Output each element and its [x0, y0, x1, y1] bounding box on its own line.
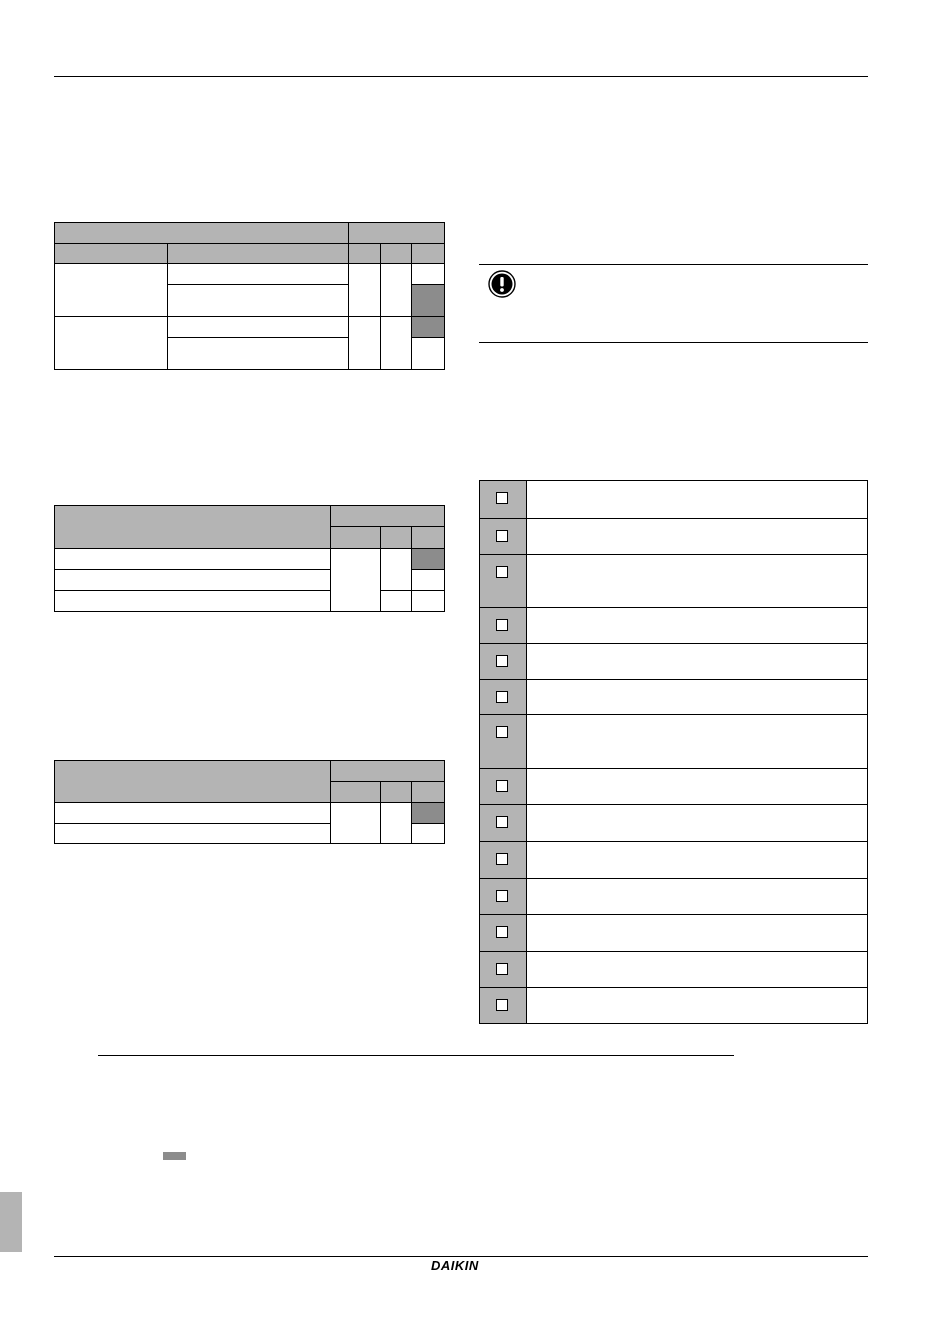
checklist-row [480, 518, 867, 554]
table-2-header-row-1 [55, 506, 445, 527]
table-1-cell [168, 338, 349, 370]
checkbox-icon[interactable] [496, 530, 508, 542]
checkbox-icon[interactable] [496, 853, 508, 865]
footnote-rule [98, 1055, 734, 1056]
checkbox-icon[interactable] [496, 492, 508, 504]
checklist-item-text [527, 715, 867, 768]
checklist-item-text [527, 988, 867, 1023]
checklist [479, 480, 868, 1024]
table-2-header-cell [331, 506, 445, 527]
table-3 [54, 760, 445, 844]
table-1-shaded-cell [412, 285, 445, 317]
table-2-cell [55, 570, 331, 591]
checklist-item-text [527, 481, 867, 518]
notice-box [479, 264, 868, 343]
checklist-item-text [527, 555, 867, 607]
table-3-cell [381, 803, 412, 844]
header-rule [54, 76, 868, 77]
checklist-row [480, 481, 867, 518]
table-row [55, 549, 445, 570]
table-2-header-cell [331, 527, 381, 549]
table-row [55, 317, 445, 338]
table-1-cell [55, 317, 168, 370]
checklist-row [480, 714, 867, 768]
table-1-cell [168, 285, 349, 317]
table-1-cell [412, 264, 445, 285]
table-1-header-cell [349, 223, 445, 244]
table-1 [54, 222, 445, 370]
checkbox-icon[interactable] [496, 619, 508, 631]
checklist-item-text [527, 842, 867, 878]
checklist-item-text [527, 805, 867, 841]
checklist-item-text [527, 769, 867, 804]
table-1-header-row-2 [55, 244, 445, 264]
checkbox-icon[interactable] [496, 890, 508, 902]
checkbox-icon[interactable] [496, 566, 508, 578]
table-2-header-cell [381, 527, 412, 549]
table-2-shaded-cell [412, 549, 445, 570]
checkbox-icon[interactable] [496, 999, 508, 1011]
checklist-row [480, 607, 867, 643]
table-3-cell [331, 803, 381, 844]
table-row [55, 591, 445, 612]
table-1-header-cell [55, 223, 349, 244]
table-row [55, 803, 445, 824]
table-1-cell [412, 338, 445, 370]
checkbox-icon[interactable] [496, 926, 508, 938]
legend-shaded-swatch [163, 1152, 186, 1160]
checklist-row [480, 914, 867, 951]
table-1-cell [168, 264, 349, 285]
checklist-row [480, 987, 867, 1023]
checkbox-icon[interactable] [496, 816, 508, 828]
table-1-shaded-cell [412, 317, 445, 338]
table-1-cell [349, 317, 381, 370]
checklist-item-text [527, 519, 867, 554]
table-3-header-cell [55, 761, 331, 803]
checklist-item-text [527, 680, 867, 714]
table-row [55, 264, 445, 285]
checklist-row [480, 768, 867, 804]
table-1-cell [349, 264, 381, 317]
side-tab [0, 1192, 22, 1252]
table-2-cell [412, 591, 445, 612]
table-2-cell [331, 549, 381, 612]
table-2 [54, 505, 445, 612]
checklist-row [480, 878, 867, 914]
table-1-header-cell [168, 244, 349, 264]
table-1-header-cell [55, 244, 168, 264]
checkbox-icon[interactable] [496, 963, 508, 975]
checklist-row [480, 804, 867, 841]
checklist-item-text [527, 644, 867, 679]
daikin-logo: DAIKIN [431, 1258, 479, 1273]
checklist-row [480, 554, 867, 607]
checkbox-icon[interactable] [496, 780, 508, 792]
checkbox-icon[interactable] [496, 655, 508, 667]
checklist-row [480, 679, 867, 714]
table-3-header-cell [381, 782, 412, 803]
table-3-header-row-1 [55, 761, 445, 782]
checklist-item-text [527, 879, 867, 914]
footer-rule [54, 1256, 868, 1257]
table-3-shaded-cell [412, 803, 445, 824]
checklist-row [480, 951, 867, 987]
table-1-header-cell [381, 244, 412, 264]
table-2-cell [55, 549, 331, 570]
checkbox-icon[interactable] [496, 691, 508, 703]
table-3-cell [412, 824, 445, 844]
table-3-cell [55, 824, 331, 844]
checklist-item-text [527, 915, 867, 951]
checklist-item-text [527, 608, 867, 643]
exclamation-circle-icon [488, 270, 516, 298]
table-1-header-cell [349, 244, 381, 264]
table-2-cell [55, 591, 331, 612]
table-1-cell [55, 264, 168, 317]
table-2-cell [412, 570, 445, 591]
table-2-cell [381, 591, 412, 612]
table-1-cell [381, 264, 412, 317]
table-1-header-row-1 [55, 223, 445, 244]
table-3-header-cell [331, 761, 445, 782]
table-3-header-cell [331, 782, 381, 803]
table-2-header-cell [412, 527, 445, 549]
table-1-cell [168, 317, 349, 338]
table-1-header-cell [412, 244, 445, 264]
checklist-item-text [527, 952, 867, 987]
table-1-cell [381, 317, 412, 370]
table-2-header-cell [55, 506, 331, 549]
table-3-header-cell [412, 782, 445, 803]
checklist-row [480, 643, 867, 679]
table-3-cell [55, 803, 331, 824]
table-2-cell [381, 549, 412, 591]
checklist-row [480, 841, 867, 878]
checkbox-icon[interactable] [496, 726, 508, 738]
